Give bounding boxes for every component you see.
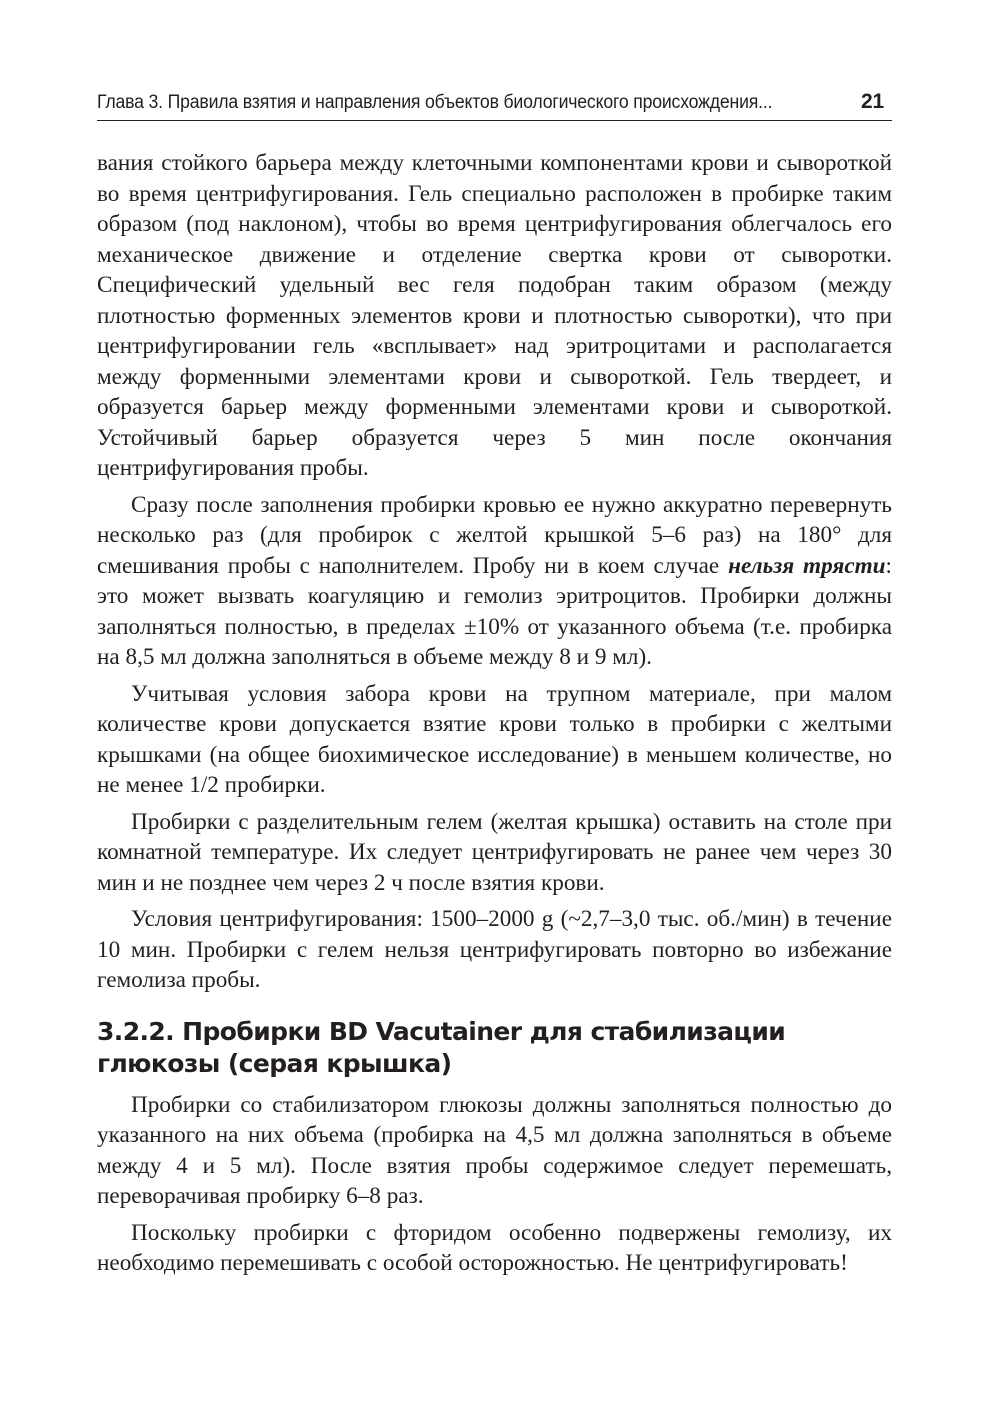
chapter-title: Глава 3. Правила взятия и направления объектов биологического происхождения... bbox=[97, 92, 773, 113]
paragraph-cadaver-material: Учитывая условия забора крови на трупном материале, при малом количестве крови допускается взятие крови только в пробирки с желтыми крышками (на общее биохимическое исследование) в меньшем количестве, но не менее 1/2 пробирки. bbox=[97, 680, 892, 798]
running-header bbox=[97, 88, 892, 121]
paragraph-inversion-text-a: Сразу после заполнения пробирки кровью ее нужно аккуратно перевернуть несколько раз (для пробирок с желтой крышкой 5–6 раз) на 180° для смешивания пробы с наполнителем. Пробу ни в коем случае bbox=[97, 491, 892, 579]
paragraph-fluoride: Поскольку пробирки с фторидом особенно подвержены гемолизу, их необходимо перемешивать с особой осторожностью. Не центрифугировать! bbox=[97, 1219, 892, 1276]
paragraph-glucose-fill: Пробирки со стабилизатором глюкозы должны заполняться полностью до указанного на них объема (пробирка на 4,5 мл должна заполняться в объеме между 4 и 5 мл). После взятия пробы содержимое следует перемешать, переворачивая пробирку 6–8 раз. bbox=[97, 1091, 892, 1209]
section-heading: 3.2.2. Пробирки BD Vacutainer для стабилизации глюкозы (серая крышка) bbox=[97, 1016, 786, 1078]
paragraph-inversion-text-b: : это может вызвать коагуляцию и гемолиз эритроцитов. Пробирки должны заполняться полностью, в пределах ±10% от указанного объема (т.е. пробирка на 8,5 мл должна заполняться в объеме между 8 и 9 мл). bbox=[97, 552, 892, 670]
page-body bbox=[97, 148, 892, 1285]
emphasis-do-not-shake: нельзя трясти bbox=[728, 552, 886, 579]
paragraph-continued: вания стойкого барьера между клеточными компонентами крови и сывороткой во время центрифугирования. Гель специально расположен в пробирке таким образом (под наклоном), чтобы во время центрифугирования облегчалось его механическое движение и отделение свертка крови от сыворотки. Специфический удельный вес геля подобран таким образом (между плотностью форменных элементов крови и плотностью сыворотки), что при центрифугировании гель «всплывает» над эритроцитами и располагается между форменными элементами крови и сывороткой. Гель твердеет, и образуется барьер между форменными элементами крови и сывороткой. Устойчивый барьер образуется через 5 мин после окончания центрифугирования пробы. bbox=[97, 150, 892, 481]
paragraph-centrifugation: Условия центрифугирования: 1500–2000 g (~2,7–3,0 тыс. об./мин) в течение 10 мин. Пробирки с гелем нельзя центрифугировать повторно во избежание гемолиза пробы. bbox=[97, 906, 892, 993]
page-number: 21 bbox=[861, 90, 884, 113]
paragraph-inversion bbox=[97, 490, 892, 673]
paragraph-gel-tubes: Пробирки с разделительным гелем (желтая крышка) оставить на столе при комнатной температуре. Их следует центрифугировать не ранее чем через 30 мин и не позднее чем через 2 ч после взятия крови. bbox=[97, 808, 892, 896]
